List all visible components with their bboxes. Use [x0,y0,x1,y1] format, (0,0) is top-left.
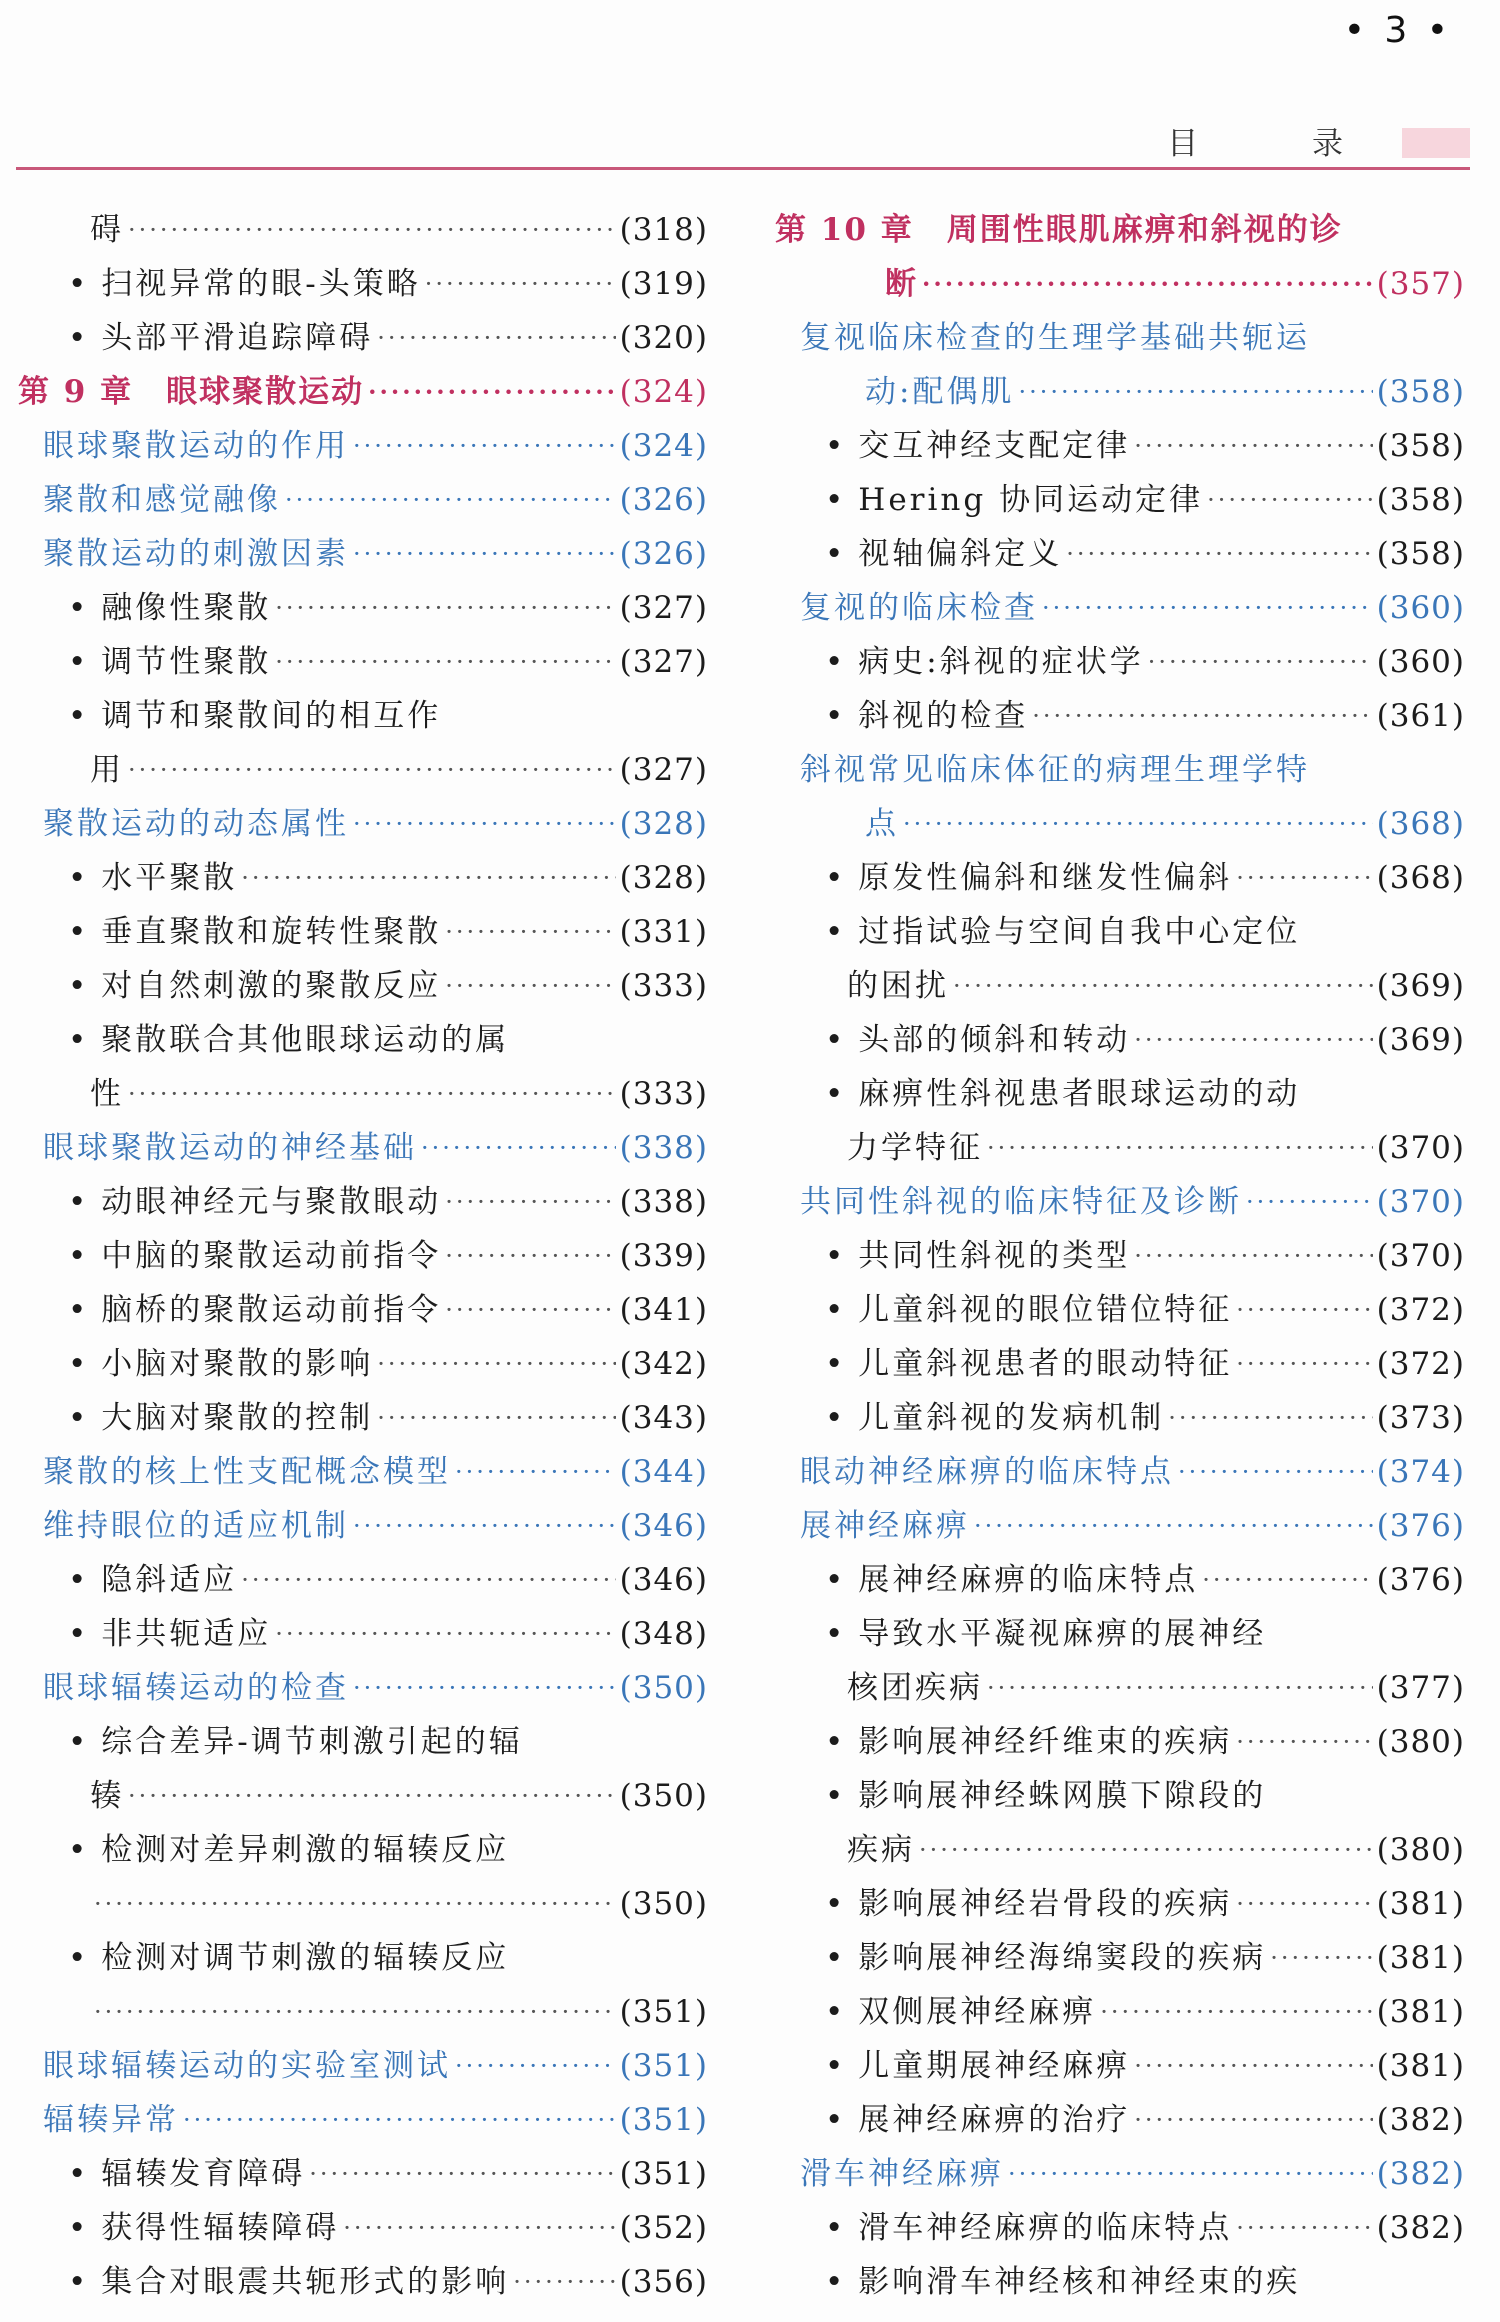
leader-dots [1008,2147,1373,2201]
toc-entry[interactable] [775,1175,1465,1229]
toc-entry-page: (380) [1376,1724,1465,1760]
toc-entry-page: (372) [1376,1346,1465,1382]
toc-entry[interactable] [18,419,708,473]
leader-dots [353,1661,616,1715]
toc-entry[interactable] [18,1715,708,1769]
leader-dots [903,797,1373,851]
toc-entry-title: 断 [885,266,918,302]
leader-dots [445,959,615,1013]
toc-entry[interactable] [18,1445,708,1499]
toc-left-column [18,203,708,2309]
leader-dots [1178,1445,1373,1499]
toc-entry-page: (338) [619,1184,708,1220]
toc-entry-page: (370) [1376,1130,1465,1166]
toc-entry[interactable] [775,2201,1465,2255]
toc-entry-title: 复视的临床检查 [800,590,1038,626]
toc-entry-title: • 隐斜适应 [68,1553,237,1607]
toc-entry-title: 维持眼位的适应机制 [43,1508,349,1544]
toc-entry-title: • 导致水平凝视麻痹的展神经 [825,1607,1266,1661]
toc-entry[interactable] [18,1499,708,1553]
toc-entry[interactable] [775,959,1465,1013]
toc-entry-title: • 检测对差异刺激的辐辏反应 [68,1823,509,1877]
leader-dots [183,2093,616,2147]
leader-dots [353,797,616,851]
toc-entry[interactable] [775,203,1465,257]
leader-dots [343,2201,615,2255]
leader-dots [1134,1013,1372,1067]
toc-entry-title: • 视轴偏斜定义 [825,527,1062,581]
toc-entry-page: (351) [619,2156,708,2192]
leader-dots [128,1769,616,1823]
toc-entry-page: (368) [1376,806,1465,842]
toc-entry-page: (382) [1376,2102,1465,2138]
toc-entry-page: (346) [619,1508,708,1544]
leader-dots [445,905,615,959]
toc-entry-title: • 调节性聚散 [68,635,271,689]
toc-entry[interactable] [18,2147,708,2201]
toc-entry[interactable] [775,419,1465,473]
toc-entry-page: (370) [1376,1238,1465,1274]
toc-entry[interactable] [18,203,708,257]
leader-dots [445,1283,615,1337]
leader-dots [1032,689,1372,743]
leader-dots [1236,1283,1372,1337]
toc-entry[interactable] [18,1391,708,1445]
toc-entry[interactable] [18,1175,708,1229]
toc-entry-title: • 儿童期展神经麻痹 [825,2039,1130,2093]
leader-dots [128,203,616,257]
toc-entry[interactable] [775,1013,1465,1067]
leader-dots [241,1553,615,1607]
toc-entry-title: • 获得性辐辏障碍 [68,2201,339,2255]
toc-entry-title: • 过指试验与空间自我中心定位 [825,905,1300,959]
toc-entry-page: (342) [619,1346,708,1382]
leader-dots [1134,2093,1372,2147]
toc-entry-title: • 检测对调节刺激的辐辏反应 [68,1931,509,1985]
toc-entry-page: (333) [619,1076,708,1112]
toc-entry[interactable] [18,797,708,851]
toc-entry[interactable] [18,1607,708,1661]
leader-dots [285,473,616,527]
toc-entry-page: (360) [1376,644,1465,680]
toc-entry[interactable] [18,1823,708,1877]
leader-dots [377,1337,615,1391]
toc-entry-title: • 非共轭适应 [68,1607,271,1661]
toc-entry-page: (358) [1376,536,1465,572]
toc-entry-title: • 融像性聚散 [68,581,271,635]
toc-entry-page: (333) [619,968,708,1004]
leader-dots [353,419,616,473]
toc-entry-page: (327) [619,752,708,788]
toc-entry-title: 动:配偶肌 [865,374,1015,410]
leader-dots [1100,1985,1372,2039]
toc-entry[interactable] [775,1445,1465,1499]
leader-dots [353,1499,616,1553]
toc-entry-title: • 调节和聚散间的相互作 [68,689,441,743]
toc-entry[interactable] [775,1877,1465,1931]
toc-entry-title: • 儿童斜视患者的眼动特征 [825,1337,1232,1391]
leader-dots [922,257,1373,311]
toc-entry[interactable] [18,1013,708,1067]
toc-entry[interactable] [18,1661,708,1715]
toc-entry-title: 点 [865,806,899,842]
toc-entry-page: (358) [1376,428,1465,464]
toc-entry-title: • 影响展神经海绵窦段的疾病 [825,1931,1266,1985]
leader-dots [1236,1337,1372,1391]
leader-dots [455,2039,616,2093]
toc-entry[interactable] [18,689,708,743]
leader-dots [275,581,615,635]
toc-entry[interactable] [18,635,708,689]
toc-entry[interactable] [775,851,1465,905]
toc-entry-page: (372) [1376,1292,1465,1328]
toc-entry-page: (351) [619,2048,708,2084]
toc-entry-title: • 垂直聚散和旋转性聚散 [68,905,441,959]
toc-entry-page: (326) [619,482,708,518]
toc-entry-page: (319) [619,266,708,302]
toc-entry-page: (376) [1376,1562,1465,1598]
toc-entry[interactable] [18,1229,708,1283]
toc-entry-page: (381) [1376,1886,1465,1922]
toc-entry-title: • 动眼神经元与聚散眼动 [68,1175,441,1229]
toc-entry[interactable] [775,1607,1465,1661]
toc-entry-title: • 滑车神经麻痹的临床特点 [825,2201,1232,2255]
toc-entry[interactable] [775,2255,1465,2309]
leader-dots [1134,1229,1372,1283]
leader-dots [987,1661,1373,1715]
toc-entry-title: 辏 [90,1778,124,1814]
leader-dots [919,1823,1373,1877]
leader-dots [368,365,615,419]
toc-entry-page: (357) [1376,266,1465,302]
leader-dots [1236,1877,1372,1931]
toc-entry[interactable] [18,311,708,365]
leader-dots [1066,527,1372,581]
leader-dots [1134,2039,1372,2093]
toc-entry[interactable] [775,797,1465,851]
toc-entry-page: (331) [619,914,708,950]
toc-entry-page: (327) [619,644,708,680]
toc-entry[interactable] [775,1715,1465,1769]
toc-entry-title: 聚散的核上性支配概念模型 [43,1454,451,1490]
toc-entry[interactable] [18,2039,708,2093]
leader-dots [128,743,616,797]
toc-entry[interactable] [775,1553,1465,1607]
toc-entry-title: • 斜视的检查 [825,689,1028,743]
toc-entry-page: (320) [619,320,708,356]
leader-dots [445,1175,615,1229]
toc-entry[interactable] [775,1985,1465,2039]
toc-entry-title: • 影响滑车神经核和神经束的疾 [825,2255,1300,2309]
leader-dots [974,1499,1373,1553]
toc-entry-page: (360) [1376,590,1465,626]
leader-dots [1042,581,1373,635]
toc-entry-title: • 儿童斜视的眼位错位特征 [825,1283,1232,1337]
toc-entry-page: (346) [619,1562,708,1598]
toc-entry-page: (326) [619,536,708,572]
toc-entry-page: (377) [1376,1670,1465,1706]
toc-entry[interactable] [18,1877,708,1931]
leader-dots [377,1391,615,1445]
toc-entry[interactable] [775,1391,1465,1445]
leader-dots [1236,1715,1372,1769]
toc-entry[interactable] [775,311,1465,365]
toc-entry-page: (350) [619,1778,708,1814]
toc-entry-page: (344) [619,1454,708,1490]
toc-entry-page: (358) [1376,374,1465,410]
toc-entry-title: 辐辏异常 [43,2102,179,2138]
leader-dots [1270,1931,1372,1985]
toc-entry[interactable] [775,2039,1465,2093]
toc-entry[interactable] [775,527,1465,581]
toc-entry-title: 碍 [90,212,124,248]
toc-entry-title: 眼球聚散运动的神经基础 [43,1130,417,1166]
toc-entry-page: (369) [1376,968,1465,1004]
leader-dots [275,1607,615,1661]
toc-entry-title: • 水平聚散 [68,851,237,905]
toc-entry-page: (381) [1376,2048,1465,2084]
leader-dots [513,2255,615,2309]
toc-entry[interactable] [18,959,708,1013]
toc-entry-title: • 集合对眼震共轭形式的影响 [68,2255,509,2309]
toc-right-column [775,203,1465,2309]
toc-entry[interactable] [775,1229,1465,1283]
toc-entry-page: (324) [619,428,708,464]
leader-dots [1246,1175,1373,1229]
toc-entry[interactable] [18,851,708,905]
toc-entry-page: (339) [619,1238,708,1274]
toc-entry[interactable] [18,365,708,419]
toc-entry-title: • 展神经麻痹的临床特点 [825,1553,1198,1607]
toc-entry[interactable] [775,1067,1465,1121]
toc-entry-title: • 交互神经支配定律 [825,419,1130,473]
toc-entry[interactable] [18,1121,708,1175]
toc-entry-title: • 共同性斜视的类型 [825,1229,1130,1283]
toc-entry[interactable] [775,743,1465,797]
toc-entry-title: 共同性斜视的临床特征及诊断 [800,1184,1242,1220]
toc-entry-title: • 大脑对聚散的控制 [68,1391,373,1445]
toc-entry[interactable] [775,473,1465,527]
toc-entry-title: • 辐辏发育障碍 [68,2147,305,2201]
toc-entry[interactable] [18,1283,708,1337]
leader-dots [425,257,616,311]
toc-entry-page: (374) [1376,1454,1465,1490]
toc-entry-page: (327) [619,590,708,626]
toc-entry-page: (338) [619,1130,708,1166]
toc-entry-title: • 综合差异-调节刺激引起的辐 [68,1715,523,1769]
toc-entry[interactable] [18,1067,708,1121]
toc-entry[interactable] [775,689,1465,743]
toc-entry-page: (369) [1376,1022,1465,1058]
toc-entry[interactable] [775,1931,1465,1985]
toc-entry-title: • 对自然刺激的聚散反应 [68,959,441,1013]
toc-entry[interactable] [18,527,708,581]
leader-dots [377,311,615,365]
leader-dots [1236,2201,1372,2255]
toc-entry[interactable] [775,1121,1465,1175]
toc-entry[interactable] [18,1337,708,1391]
toc-entry-title: 力学特征 [847,1130,983,1166]
leader-dots [241,851,615,905]
toc-entry[interactable] [775,2093,1465,2147]
toc-entry-title: 斜视常见临床体征的病理生理学特 [800,752,1310,788]
toc-entry-page: (324) [619,374,708,410]
toc-entry-page: (373) [1376,1400,1465,1436]
toc-entry-title: 眼球辐辏运动的实验室测试 [43,2048,451,2084]
toc-entry-title: • 脑桥的聚散运动前指令 [68,1283,441,1337]
toc-entry-title: • 头部的倾斜和转动 [825,1013,1130,1067]
toc-entry[interactable] [18,2093,708,2147]
leader-dots [1236,851,1372,905]
toc-entry[interactable] [775,257,1465,311]
toc-entry-title: • 双侧展神经麻痹 [825,1985,1096,2039]
toc-entry-title: • 病史:斜视的症状学 [825,635,1144,689]
toc-entry-page: (348) [619,1616,708,1652]
toc-entry[interactable] [18,2255,708,2309]
toc-entry[interactable] [775,1337,1465,1391]
toc-entry[interactable] [775,1499,1465,1553]
toc-entry-page: (352) [619,2210,708,2246]
toc-entry-page: (350) [619,1886,708,1922]
toc-entry[interactable] [775,635,1465,689]
leader-dots [953,959,1373,1013]
toc-entry-title: 眼动神经麻痹的临床特点 [800,1454,1174,1490]
toc-entry-title: 眼球聚散运动的作用 [43,428,349,464]
toc-entry[interactable] [775,581,1465,635]
toc-entry[interactable] [18,1769,708,1823]
toc-entry[interactable] [18,581,708,635]
toc-entry-title: 聚散运动的刺激因素 [43,536,349,572]
leader-dots [94,1877,616,1931]
running-header: 目 录 [1167,126,1395,162]
toc-entry-title: 聚散运动的动态属性 [43,806,349,842]
toc-entry-title: 复视临床检查的生理学基础共轭运 [800,320,1310,356]
leader-dots [128,1067,616,1121]
toc-entry-title: 聚散和感觉融像 [43,482,281,518]
toc-entry-page: (382) [1376,2210,1465,2246]
toc-entry-page: (351) [619,2102,708,2138]
toc-entry[interactable] [775,1823,1465,1877]
toc-entry-title: • 中脑的聚散运动前指令 [68,1229,441,1283]
toc-entry-page: (370) [1376,1184,1465,1220]
toc-entry-page: (328) [619,860,708,896]
leader-dots [1202,1553,1372,1607]
toc-entry-title: • 儿童斜视的发病机制 [825,1391,1164,1445]
toc-entry-page: (381) [1376,1940,1465,1976]
leader-dots [455,1445,616,1499]
toc-entry[interactable] [18,905,708,959]
toc-entry-page: (381) [1376,1994,1465,2030]
toc-entry[interactable] [18,1985,708,2039]
toc-entry-title: 第 9 章 眼球聚散运动 [18,374,365,410]
leader-dots [445,1229,615,1283]
toc-entry-page: (358) [1376,482,1465,518]
toc-entry-title: • 头部平滑追踪障碍 [68,311,373,365]
toc-entry-page: (356) [619,2264,708,2300]
toc-entry-title: 核团疾病 [847,1670,983,1706]
toc-entry-title: • 小脑对聚散的影响 [68,1337,373,1391]
toc-entry-page: (368) [1376,860,1465,896]
toc-entry[interactable] [18,2201,708,2255]
toc-entry-title: 展神经麻痹 [800,1508,970,1544]
toc-entry-page: (361) [1376,698,1465,734]
toc-entry-page: (380) [1376,1832,1465,1868]
toc-entry-title: • 原发性偏斜和继发性偏斜 [825,851,1232,905]
toc-entry[interactable] [775,1283,1465,1337]
leader-dots [1134,419,1372,473]
leader-dots [275,635,615,689]
toc-entry-title: • 麻痹性斜视患者眼球运动的动 [825,1067,1300,1121]
toc-entry[interactable] [18,257,708,311]
toc-entry[interactable] [18,743,708,797]
toc-entry-title: • 影响展神经纤维束的疾病 [825,1715,1232,1769]
toc-entry-title: • 影响展神经蛛网膜下隙段的 [825,1769,1266,1823]
toc-entry-page: (341) [619,1292,708,1328]
toc-entry-title: 的困扰 [847,968,949,1004]
toc-entry-title: • 影响展神经岩骨段的疾病 [825,1877,1232,1931]
toc-entry-page: (376) [1376,1508,1465,1544]
toc-entry[interactable] [18,1931,708,1985]
toc-entry-page: (350) [619,1670,708,1706]
toc-entry-page: (328) [619,806,708,842]
toc-entry[interactable] [775,1769,1465,1823]
leader-dots [987,1121,1373,1175]
toc-entry-page: (343) [619,1400,708,1436]
leader-dots [1207,473,1373,527]
toc-entry[interactable] [18,473,708,527]
toc-entry-title: 疾病 [847,1832,915,1868]
toc-entry-page: (351) [619,1994,708,2030]
toc-entry-title: 滑车神经麻痹 [800,2156,1004,2192]
toc-entry-title: • 聚散联合其他眼球运动的属 [68,1013,509,1067]
toc-entry[interactable] [775,1661,1465,1715]
toc-entry-title: • Hering 协同运动定律 [825,473,1203,527]
toc-entry[interactable] [775,905,1465,959]
toc-entry-title: 眼球辐辏运动的检查 [43,1670,349,1706]
toc-entry[interactable] [18,1553,708,1607]
toc-entry-title: • 扫视异常的眼-头策略 [68,257,421,311]
toc-entry-title: 用 [90,752,124,788]
leader-dots [353,527,616,581]
toc-entry-page: (318) [619,212,708,248]
header-rule [16,167,1470,170]
toc-entry-title: • 展神经麻痹的治疗 [825,2093,1130,2147]
toc-entry-page: (382) [1376,2156,1465,2192]
toc-entry-title: 性 [90,1076,124,1112]
toc-entry-title: 第 10 章 周围性眼肌麻痹和斜视的诊 [775,212,1343,248]
leader-dots [309,2147,615,2201]
leader-dots [421,1121,616,1175]
leader-dots [1018,365,1372,419]
toc-entry[interactable] [775,365,1465,419]
toc-entry[interactable] [775,2147,1465,2201]
page-number: • 3 • [1343,10,1452,51]
header-tab-decoration [1402,128,1470,158]
leader-dots [94,1985,616,2039]
leader-dots [1168,1391,1372,1445]
leader-dots [1148,635,1373,689]
